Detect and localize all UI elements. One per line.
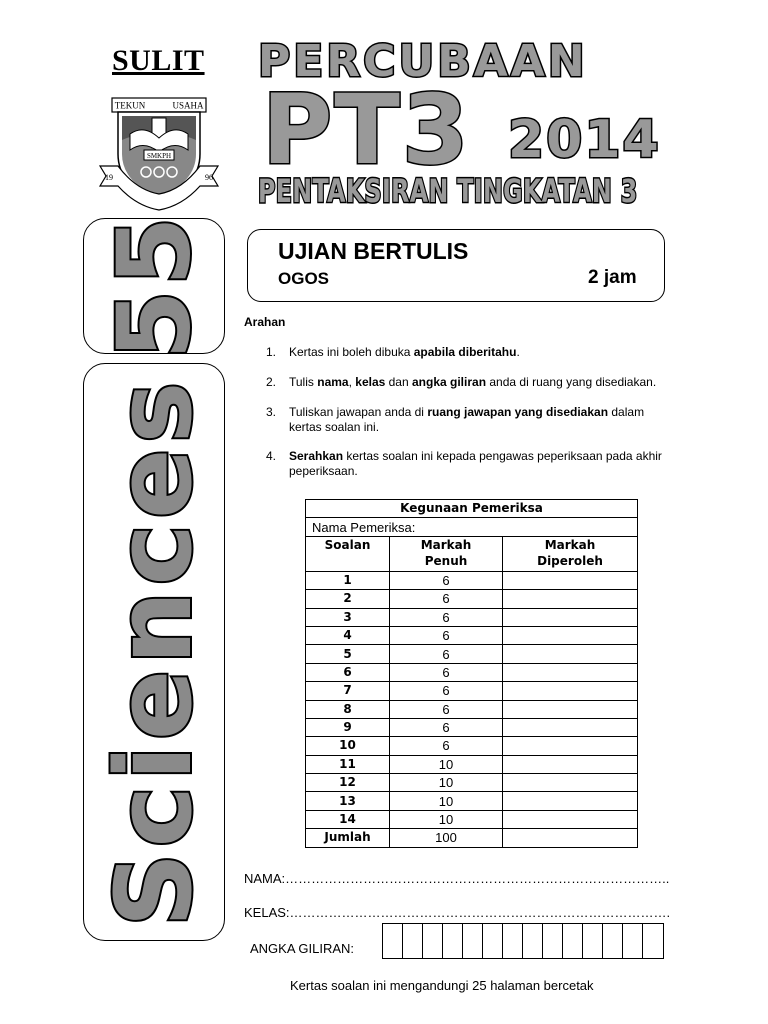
crest-year-right: 96 [205,173,213,182]
obtained-marks-cell[interactable] [503,755,638,773]
candidate-number-box[interactable] [403,924,423,958]
candidate-number-grid [382,923,664,959]
paper-code: 55 [95,212,213,360]
question-number: 12 [306,774,390,792]
table-row [306,774,638,792]
candidate-number-box[interactable] [583,924,603,958]
name-field[interactable]: NAMA:…………………………………………………………………………….. [244,871,670,886]
table-row [306,645,638,663]
candidate-number-box[interactable] [503,924,523,958]
full-marks: 6 [390,608,503,626]
question-number: 14 [306,810,390,828]
obtained-marks-cell[interactable] [503,626,638,644]
crest-motto-left: TEKUN [114,100,146,111]
obtained-marks-cell[interactable] [503,608,638,626]
instruction-text: Tulis nama, kelas dan angka giliran anda di ruang yang disediakan. [289,375,657,389]
column-header-obtained-line2: Diperoleh [537,553,603,568]
instruction-text: Tuliskan jawapan anda di ruang jawapan yang disediakan dalam kertas soalan ini. [289,405,645,434]
full-marks: 6 [390,663,503,681]
exam-year: 2014 [508,110,661,170]
full-marks: 10 [390,774,503,792]
column-header-obtained-line1: Markah [544,537,596,552]
total-full-marks: 100 [390,829,503,847]
column-header-full-marks [390,536,503,571]
exam-duration: 2 jam [588,267,637,288]
candidate-number-box[interactable] [643,924,663,958]
candidate-number-label: ANGKA GILIRAN: [250,941,355,956]
exam-paper-title: UJIAN BERTULIS [278,238,469,264]
obtained-marks-cell[interactable] [503,590,638,608]
instruction-number: 1. [266,345,277,359]
crest-motto-right: USAHA [172,100,204,111]
table-row [306,718,638,736]
table-row [306,608,638,626]
candidate-number-box[interactable] [623,924,643,958]
question-number: 4 [306,626,390,644]
obtained-marks-cell[interactable] [503,700,638,718]
question-number: 8 [306,700,390,718]
table-row [306,810,638,828]
instruction-text: Kertas ini boleh dibuka apabila diberitahu. [289,345,520,359]
candidate-number-box[interactable] [563,924,583,958]
candidate-number-box[interactable] [543,924,563,958]
column-header-full-marks-line2: Penuh [424,553,468,568]
question-number: 7 [306,682,390,700]
candidate-number-box[interactable] [483,924,503,958]
exam-subtitle: PENTAKSIRAN TINGKATAN 3 [258,172,638,210]
full-marks: 10 [390,755,503,773]
obtained-marks-cell[interactable] [503,774,638,792]
table-row [306,792,638,810]
school-crest-icon [96,94,222,212]
table-row [306,700,638,718]
table-row [306,571,638,589]
total-label: Jumlah [306,829,390,847]
candidate-number-box[interactable] [423,924,443,958]
obtained-marks-cell[interactable] [503,792,638,810]
question-number: 13 [306,792,390,810]
instruction-number: 4. [266,449,277,463]
obtained-marks-cell[interactable] [503,682,638,700]
column-header-question: Soalan [306,536,390,571]
full-marks: 6 [390,590,503,608]
table-total-row [306,829,638,847]
table-row [306,590,638,608]
obtained-marks-cell[interactable] [503,663,638,681]
column-header-obtained-marks [503,536,638,571]
candidate-number-box[interactable] [603,924,623,958]
full-marks: 10 [390,792,503,810]
full-marks: 6 [390,571,503,589]
table-row [306,755,638,773]
column-header-full-marks-line1: Markah [420,537,472,552]
full-marks: 6 [390,682,503,700]
obtained-marks-cell[interactable] [503,571,638,589]
exam-type-title: PERCUBAAN [258,36,588,87]
exam-code: PT3 [262,74,471,186]
instruction-number: 2. [266,375,277,389]
examiner-marks-table [305,499,638,848]
question-number: 6 [306,663,390,681]
candidate-number-box[interactable] [523,924,543,958]
question-number: 9 [306,718,390,736]
obtained-marks-cell[interactable] [503,645,638,663]
class-field[interactable]: KELAS:……………………………………………………………………………. [244,905,671,920]
question-number: 5 [306,645,390,663]
candidate-number-box[interactable] [443,924,463,958]
obtained-marks-cell[interactable] [503,810,638,828]
subject-box [83,363,225,941]
total-obtained-cell[interactable] [503,829,638,847]
table-row [306,737,638,755]
instructions-heading: Arahan [244,315,286,329]
question-number: 1 [306,571,390,589]
subject-name: Sciences [93,376,215,928]
obtained-marks-cell[interactable] [503,718,638,736]
full-marks: 6 [390,700,503,718]
table-row [306,663,638,681]
confidential-label: SULIT [112,44,205,77]
paper-code-box [83,212,225,360]
candidate-number-box[interactable] [463,924,483,958]
table-title: Kegunaan Pemeriksa [306,500,638,518]
question-number: 2 [306,590,390,608]
full-marks: 6 [390,737,503,755]
obtained-marks-cell[interactable] [503,737,638,755]
examiner-name-field[interactable]: Nama Pemeriksa: [306,518,638,536]
full-marks: 6 [390,626,503,644]
candidate-number-box[interactable] [383,924,403,958]
full-marks: 6 [390,718,503,736]
page-count-note: Kertas soalan ini mengandungi 25 halaman bercetak [290,978,594,993]
question-number: 11 [306,755,390,773]
table-row [306,626,638,644]
crest-school-abbr: SMKPH [146,152,172,160]
exam-month: OGOS [278,269,330,288]
question-number: 10 [306,737,390,755]
instruction-text: Serahkan kertas soalan ini kepada pengawas peperiksaan pada akhir peperiksaan. [289,449,662,478]
instruction-number: 3. [266,405,277,419]
table-row [306,682,638,700]
question-number: 3 [306,608,390,626]
crest-year-left: 19 [105,173,113,182]
full-marks: 10 [390,810,503,828]
full-marks: 6 [390,645,503,663]
